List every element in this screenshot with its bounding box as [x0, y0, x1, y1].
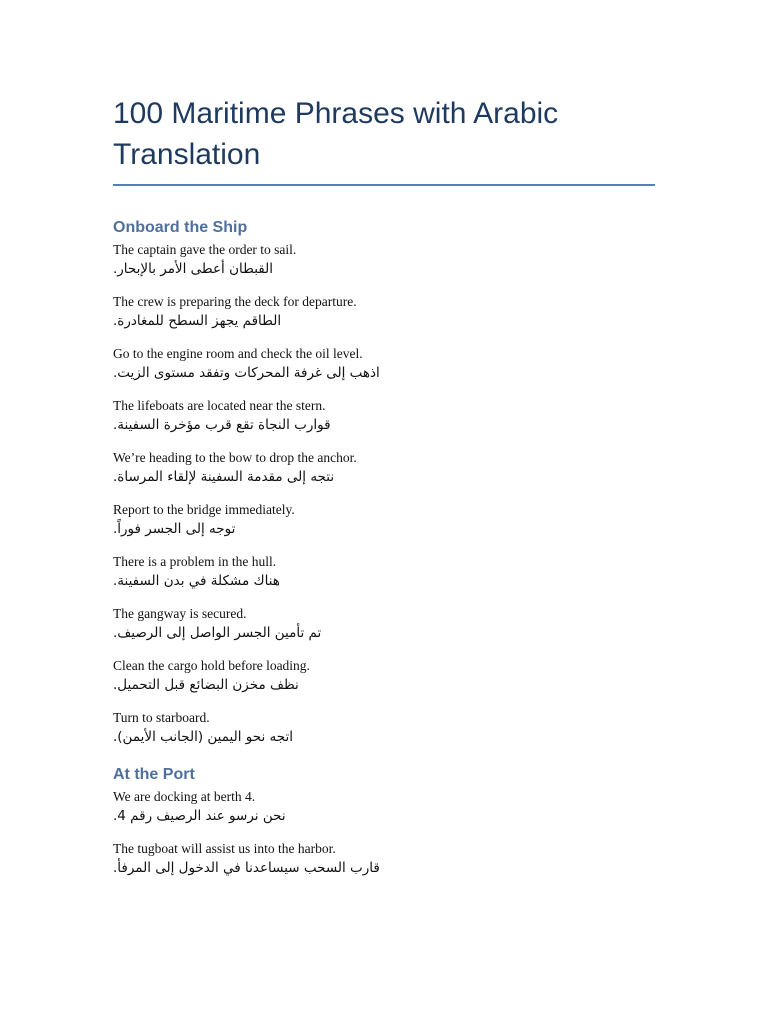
arabic-translation: نتجه إلى مقدمة السفينة لإلقاء المرساة.: [113, 469, 335, 485]
arabic-translation: الطاقم يجهز السطح للمغادرة.: [113, 313, 282, 329]
arabic-translation: اذهب إلى غرفة المحركات وتفقد مستوى الزيت.: [113, 365, 380, 381]
arabic-translation: نظف مخزن البضائع قبل التحميل.: [113, 677, 299, 693]
english-phrase: Go to the engine room and check the oil level.: [113, 346, 363, 361]
phrase-item: [113, 449, 655, 487]
arabic-translation: نحن نرسو عند الرصيف رقم 4.: [113, 808, 286, 824]
section-at-the-port: [113, 765, 655, 878]
english-phrase: The gangway is secured.: [113, 606, 247, 621]
english-phrase: The lifeboats are located near the stern.: [113, 398, 326, 413]
document-page: [113, 93, 655, 878]
arabic-translation: القبطان أعطى الأمر بالإبحار.: [113, 261, 273, 277]
arabic-translation: قوارب النجاة تقع قرب مؤخرة السفينة.: [113, 417, 331, 433]
section-heading: Onboard the Ship: [113, 219, 248, 236]
document-title: 100 Maritime Phrases with Arabic Translation: [113, 97, 559, 171]
english-phrase: We are docking at berth 4.: [113, 789, 256, 804]
phrase-item: [113, 605, 655, 643]
phrase-item: [113, 709, 655, 747]
english-phrase: We’re heading to the bow to drop the anchor.: [113, 450, 357, 465]
english-phrase: There is a problem in the hull.: [113, 554, 277, 569]
arabic-translation: توجه إلى الجسر فوراً.: [113, 521, 236, 537]
arabic-translation: قارب السحب سيساعدنا في الدخول إلى المرفأ.: [113, 860, 380, 876]
arabic-translation: تم تأمين الجسر الواصل إلى الرصيف.: [113, 625, 322, 641]
english-phrase: The tugboat will assist us into the harbor.: [113, 841, 336, 856]
section-heading: At the Port: [113, 766, 195, 783]
title-underline: [113, 184, 655, 186]
arabic-translation: هناك مشكلة في بدن السفينة.: [113, 573, 280, 589]
phrase-item: [113, 788, 655, 826]
phrase-item: [113, 553, 655, 591]
phrase-item: [113, 241, 655, 279]
arabic-translation: اتجه نحو اليمين (الجانب الأيمن).: [113, 729, 293, 745]
section-onboard-the-ship: [113, 218, 655, 747]
phrase-item: [113, 293, 655, 331]
phrase-item: [113, 397, 655, 435]
english-phrase: The crew is preparing the deck for departure.: [113, 294, 357, 309]
phrase-item: [113, 501, 655, 539]
phrase-item: [113, 840, 655, 878]
phrase-item: [113, 345, 655, 383]
english-phrase: Report to the bridge immediately.: [113, 502, 295, 517]
english-phrase: The captain gave the order to sail.: [113, 242, 297, 257]
english-phrase: Clean the cargo hold before loading.: [113, 658, 310, 673]
phrase-item: [113, 657, 655, 695]
english-phrase: Turn to starboard.: [113, 710, 210, 725]
